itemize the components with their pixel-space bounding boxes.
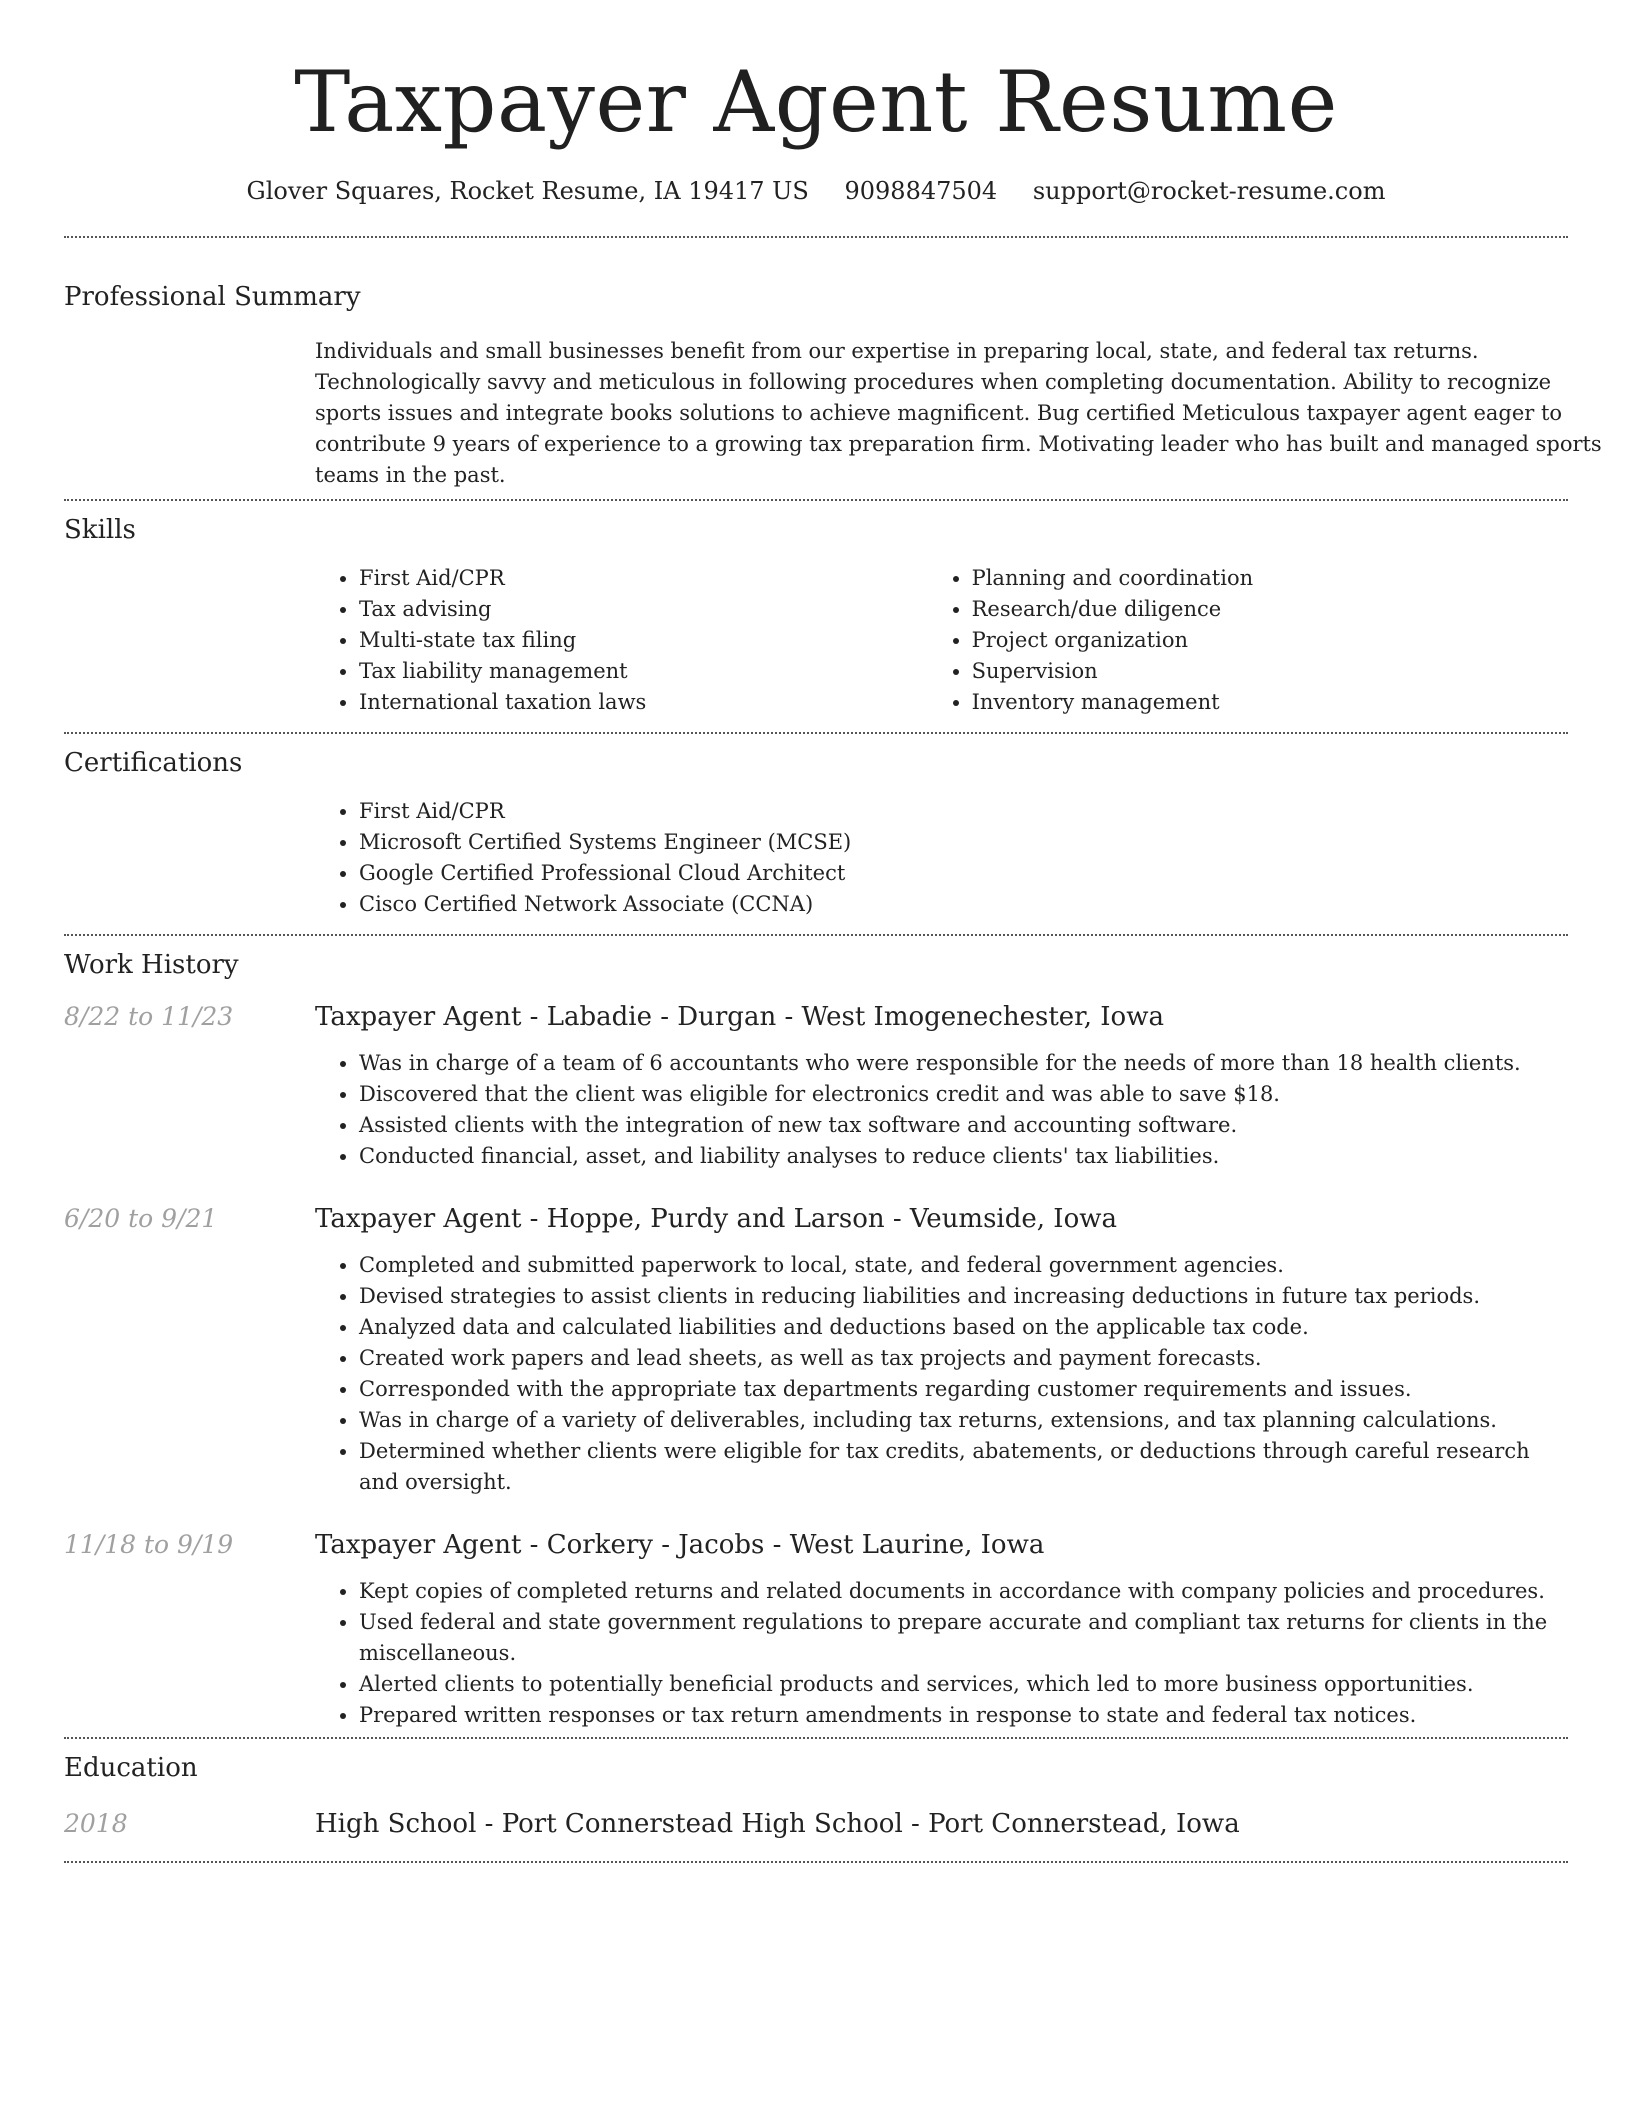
skills-section bbox=[64, 501, 1568, 732]
job-bullets bbox=[315, 1048, 1568, 1172]
list-item: • International taxation laws bbox=[359, 687, 928, 718]
list-item: • Project organization bbox=[972, 625, 1568, 656]
section-title-skills: Skills bbox=[64, 515, 136, 545]
certifications-section bbox=[64, 734, 1568, 920]
list-item: • Was in charge of a variety of deliverables, including tax returns, extensions, and tax planning calculations. bbox=[359, 1405, 1568, 1436]
list-item: • Was in charge of a team of 6 accountants who were responsible for the needs of more than 18 health clients. bbox=[359, 1048, 1568, 1079]
summary-text: Individuals and small businesses benefit from our expertise in preparing local, state, and federal tax returns. Technologically savvy and meticulous in following procedures when completing documentation. Ability to recognize sports issues and integrate books solutions to achieve magnificent. Bug certified Meticulous taxpayer agent eager to contribute 9 years of experience to a growing tax preparation firm. Motivating leader who has built and managed sports teams in the past. bbox=[315, 339, 1602, 487]
job-entry bbox=[64, 1528, 1568, 1737]
section-title-work: Work History bbox=[64, 950, 239, 980]
list-item: • Google Certified Professional Cloud Architect bbox=[359, 858, 1568, 889]
job-heading: Taxpayer Agent - Corkery - Jacobs - West Laurine, Iowa bbox=[315, 1530, 1045, 1560]
list-item: • Microsoft Certified Systems Engineer (MCSE) bbox=[359, 827, 1568, 858]
list-item: • Multi-state tax filing bbox=[359, 625, 928, 656]
section-title-certifications: Certifications bbox=[64, 748, 243, 778]
section-title-summary: Professional Summary bbox=[64, 282, 361, 312]
list-item: • Planning and coordination bbox=[972, 563, 1568, 594]
job-dates: 6/20 to 9/21 bbox=[64, 1204, 218, 1233]
education-entry bbox=[64, 1807, 1568, 1841]
skills-list-left bbox=[315, 563, 928, 718]
list-item: • First Aid/CPR bbox=[359, 563, 928, 594]
list-item: • Research/due diligence bbox=[972, 594, 1568, 625]
list-item: • Used federal and state government regulations to prepare accurate and compliant tax returns for clients in the miscellaneous. bbox=[359, 1607, 1568, 1669]
job-bullets bbox=[315, 1250, 1568, 1498]
list-item: • Assisted clients with the integration of new tax software and accounting software. bbox=[359, 1110, 1568, 1141]
address: Glover Squares, Rocket Resume, IA 19417 US bbox=[246, 177, 809, 205]
summary-section bbox=[64, 238, 1602, 491]
list-item: • First Aid/CPR bbox=[359, 796, 1568, 827]
list-item: • Created work papers and lead sheets, as well as tax projects and payment forecasts. bbox=[359, 1343, 1568, 1374]
jobs bbox=[64, 1000, 1568, 1737]
education-section bbox=[64, 1739, 1568, 1841]
page-title: Taxpayer Agent Resume bbox=[294, 53, 1338, 151]
phone: 9098847504 bbox=[844, 177, 998, 205]
education-heading: High School - Port Connerstead High School - Port Connerstead, Iowa bbox=[315, 1809, 1240, 1839]
section-title-education: Education bbox=[64, 1753, 198, 1783]
email: support@rocket-resume.com bbox=[1032, 177, 1386, 205]
list-item: • Determined whether clients were eligible for tax credits, abatements, or deductions through careful research and oversight. bbox=[359, 1436, 1568, 1498]
list-item: • Completed and submitted paperwork to local, state, and federal government agencies. bbox=[359, 1250, 1568, 1281]
divider bbox=[64, 1861, 1568, 1863]
list-item: • Devised strategies to assist clients in reducing liabilities and increasing deductions in future tax periods. bbox=[359, 1281, 1568, 1312]
contact-info bbox=[64, 174, 1568, 208]
list-item: • Supervision bbox=[972, 656, 1568, 687]
list-item: • Tax liability management bbox=[359, 656, 928, 687]
list-item: • Conducted financial, asset, and liability analyses to reduce clients' tax liabilities. bbox=[359, 1141, 1568, 1172]
job-heading: Taxpayer Agent - Labadie - Durgan - West Imogenechester, Iowa bbox=[315, 1002, 1164, 1032]
education-dates: 2018 bbox=[64, 1809, 128, 1838]
job-entry bbox=[64, 1000, 1568, 1178]
list-item: • Discovered that the client was eligible for electronics credit and was able to save $18. bbox=[359, 1079, 1568, 1110]
list-item: • Kept copies of completed returns and related documents in accordance with company policies and procedures. bbox=[359, 1576, 1568, 1607]
work-history-section bbox=[64, 936, 1568, 1737]
list-item: • Alerted clients to potentially beneficial products and services, which led to more business opportunities. bbox=[359, 1669, 1568, 1700]
certifications-list bbox=[315, 796, 1568, 920]
list-item: • Prepared written responses or tax return amendments in response to state and federal tax notices. bbox=[359, 1700, 1568, 1731]
list-item: • Inventory management bbox=[972, 687, 1568, 718]
job-dates: 8/22 to 11/23 bbox=[64, 1002, 234, 1031]
list-item: • Tax advising bbox=[359, 594, 928, 625]
list-item: • Corresponded with the appropriate tax departments regarding customer requirements and issues. bbox=[359, 1374, 1568, 1405]
job-entry bbox=[64, 1202, 1568, 1504]
job-heading: Taxpayer Agent - Hoppe, Purdy and Larson - Veumside, Iowa bbox=[315, 1204, 1117, 1234]
list-item: • Cisco Certified Network Associate (CCNA) bbox=[359, 889, 1568, 920]
job-bullets bbox=[315, 1576, 1568, 1731]
skills-list-right bbox=[928, 563, 1568, 718]
list-item: • Analyzed data and calculated liabilities and deductions based on the applicable tax code. bbox=[359, 1312, 1568, 1343]
job-dates: 11/18 to 9/19 bbox=[64, 1530, 234, 1559]
